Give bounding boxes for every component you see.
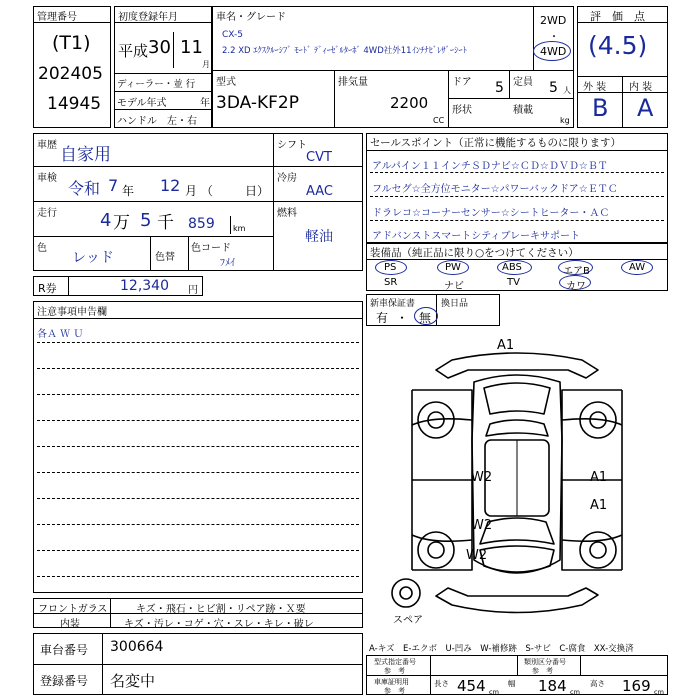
glass-options: キズ・飛石・ヒビ割・リペア跡・Ｘ要 [136, 604, 306, 615]
interior-label: 内 装 [629, 82, 653, 93]
mgmt-code: (T1) [52, 32, 91, 54]
selling-point-line-1: アルパイン１１インチＳＤナビ☆ＣＤ☆ＤＶＤ☆ＢＴ [372, 161, 608, 172]
equip-navi: ナビ [444, 281, 464, 292]
garage-ref-label: 参 考 [384, 687, 405, 695]
car-name-label: 車名・グレード [216, 12, 286, 23]
height-label: 高さ [590, 679, 605, 688]
equip-abs: ABS [502, 262, 522, 273]
warranty-dot: ・ [396, 311, 409, 325]
damage-mark-right-rear-1: A1 [590, 470, 608, 485]
length-unit: cm [489, 688, 499, 696]
car-grade: 2.2 XD ｴｸｽｸﾙｰｼﾌﾞ ﾓｰﾄﾞ ﾃﾞｨｰｾﾞﾙﾀｰﾎﾞ 4WD社外11ｲﾝﾁﾅﾋﾞﾚｻﾞｰｼｰﾄ [222, 46, 467, 56]
history-value: 自家用 [60, 145, 111, 165]
color-label: 色 [37, 243, 47, 254]
equip-leather-circle [559, 275, 591, 290]
damage-mark-left-front-2: W2 [466, 548, 488, 563]
type-label: 型式 [216, 77, 236, 88]
mileage-label: 走行 [37, 208, 57, 219]
exterior-grade: B [592, 94, 609, 122]
interior-cond-label: 内装 [60, 619, 80, 630]
recolor-label: 色替 [155, 252, 175, 263]
load-unit: kg [560, 116, 570, 125]
drive-2wd: 2WD [540, 14, 567, 27]
drive-separator: ・ [549, 32, 559, 43]
equip-leather: カワ [566, 281, 586, 292]
displacement-unit: CC [433, 116, 445, 125]
equip-airbag-circle [558, 260, 593, 275]
model-year-label: モデル年式 [117, 98, 167, 109]
warranty-yes: 有 [376, 311, 389, 325]
cert-ref-label: 参 考 [384, 667, 405, 675]
chassis-label: 車台番号 [40, 643, 89, 657]
shift-label: シフト [277, 140, 307, 151]
mileage-unit: km [233, 224, 246, 233]
recycle-unit: 円 [188, 285, 198, 296]
dealer-label: ディーラー・並 行 [117, 79, 196, 90]
inspection-year-unit: 年 [122, 184, 135, 198]
mgmt-number-2: 14945 [47, 94, 102, 114]
equip-aw: AW [629, 262, 646, 273]
spare-label: スペア [393, 615, 423, 626]
fuel-label: 燃料 [277, 208, 297, 219]
fuel-value: 軽油 [305, 229, 333, 245]
chassis-value: 300664 [110, 639, 164, 655]
history-label: 車歴 [37, 140, 57, 151]
mgmt-label: 管理番号 [37, 12, 77, 23]
equip-aw-circle [621, 260, 653, 275]
recycle-box [33, 276, 203, 296]
registration-month-unit: 月 [202, 60, 210, 69]
seat-unit: 人 [563, 86, 571, 95]
type-value: 3DA-KF2P [216, 93, 299, 113]
inspection-month: 12 [160, 176, 181, 195]
warranty-label: 新車保証書 [370, 299, 416, 309]
equip-ps-circle [375, 260, 407, 275]
glass-label: フロントガラス [38, 604, 108, 615]
selling-point-line-2: フルセグ☆全方位モニター☆パワーバックドア☆ＥＴＣ [372, 184, 618, 195]
inspection-label: 車検 [37, 173, 57, 184]
height-value: 169 [622, 677, 651, 695]
warranty-date-label: 換日品 [441, 299, 469, 309]
equip-tv: TV [507, 277, 520, 288]
car-name: CX-5 [222, 30, 243, 40]
damage-mark-left-rear: W2 [471, 470, 493, 485]
seat-label: 定員 [513, 77, 533, 88]
inspection-month-unit: 月 （ [185, 184, 213, 198]
ac-label: 冷房 [277, 173, 297, 184]
shape-label: 形状 [452, 105, 472, 116]
displacement-value: 2200 [390, 94, 429, 112]
mileage-man: 4 [100, 210, 112, 231]
color-code-value: ﾌﾒｲ [220, 258, 235, 269]
seat-value: 5 [549, 80, 558, 96]
handle-label: ハンドル 左・右 [117, 116, 197, 127]
equip-pw-circle [437, 260, 469, 275]
registration-number-value: 名変中 [110, 672, 156, 690]
inspection-era: 令和 [68, 179, 101, 198]
damage-legend: A-キズ E-エクボ U-凹み W-補修跡 S-サビ C-腐食 XX-交換済 [369, 644, 634, 654]
mileage-sen: 5 [140, 210, 152, 231]
recycle-label: R券 [38, 282, 57, 295]
exterior-label: 外 装 [583, 82, 607, 93]
notes-title: 注意事項申告欄 [37, 307, 107, 318]
warranty-no-circle [414, 307, 438, 325]
equipment-title: 装備品（純正品に限り○をつけてください） [370, 247, 579, 259]
warranty-no: 無 [419, 311, 432, 325]
mileage-man-unit: 万 [113, 213, 130, 233]
equip-pw: PW [445, 262, 461, 273]
selling-point-line-3: ドラレコ☆コーナーセンサー☆シートヒーター・ＡＣ [372, 208, 610, 219]
recycle-value: 12,340 [120, 278, 169, 294]
shift-value: CVT [306, 150, 332, 165]
garage-cert-label: 車庫証明用 [374, 678, 409, 686]
selling-points-title: セールスポイント（正常に機能するものに限ります） [370, 137, 622, 149]
drive-4wd-circle [533, 41, 571, 61]
equip-airbag: エアB [563, 266, 590, 277]
door-label: ドア [452, 77, 472, 88]
door-value: 5 [495, 80, 504, 96]
width-unit: cm [570, 688, 580, 696]
width-label: 幅 [508, 679, 516, 688]
score-label: 評 価 点 [590, 10, 645, 23]
length-value: 454 [457, 677, 486, 695]
registration-label: 初度登録年月 [118, 12, 178, 23]
height-unit: cm [654, 688, 664, 696]
registration-year: 30 [148, 37, 171, 58]
inspection-year: 7 [108, 176, 119, 195]
load-label: 積載 [513, 105, 533, 116]
inspection-day-unit: 日） [245, 184, 270, 198]
interior-options: キズ・汚レ・コゲ・穴・スレ・キレ・破レ [124, 619, 314, 630]
damage-mark-left-front-1: W2 [471, 518, 493, 533]
equip-abs-circle [497, 260, 532, 275]
width-value: 184 [538, 677, 567, 695]
drive-4wd: 4WD [540, 45, 567, 58]
mgmt-number-1: 202405 [38, 64, 103, 84]
color-value: レッド [72, 250, 114, 266]
registration-number-label: 登録番号 [40, 674, 89, 688]
equip-ps: PS [384, 262, 397, 273]
length-label: 長さ [434, 679, 449, 688]
model-year-unit: 年 [200, 98, 210, 109]
interior-grade: A [637, 94, 654, 122]
damage-mark-rear-bumper: A1 [497, 338, 515, 353]
mileage-rest: 859 [188, 216, 215, 232]
ac-value: AAC [306, 184, 333, 199]
displacement-label: 排気量 [338, 77, 368, 88]
damage-mark-right-rear-2: A1 [590, 498, 608, 513]
notes-first-line: 各Ａ Ｗ Ｕ [37, 329, 84, 340]
equip-sr: SR [384, 277, 398, 288]
class-ref-label: 参 考 [532, 667, 553, 675]
score-value: (4.5) [588, 31, 648, 60]
cert-number-label: 型式指定番号 [374, 658, 416, 666]
car-damage-diagram [372, 330, 662, 630]
mileage-sen-unit: 千 [157, 213, 174, 233]
class-number-label: 類別区分番号 [524, 658, 566, 666]
registration-month: 11 [180, 37, 203, 58]
selling-point-line-4: アドバンストスマートシティブレーキサポート [372, 231, 580, 242]
registration-era: 平成 [118, 42, 149, 60]
color-code-label: 色コード [191, 243, 231, 254]
